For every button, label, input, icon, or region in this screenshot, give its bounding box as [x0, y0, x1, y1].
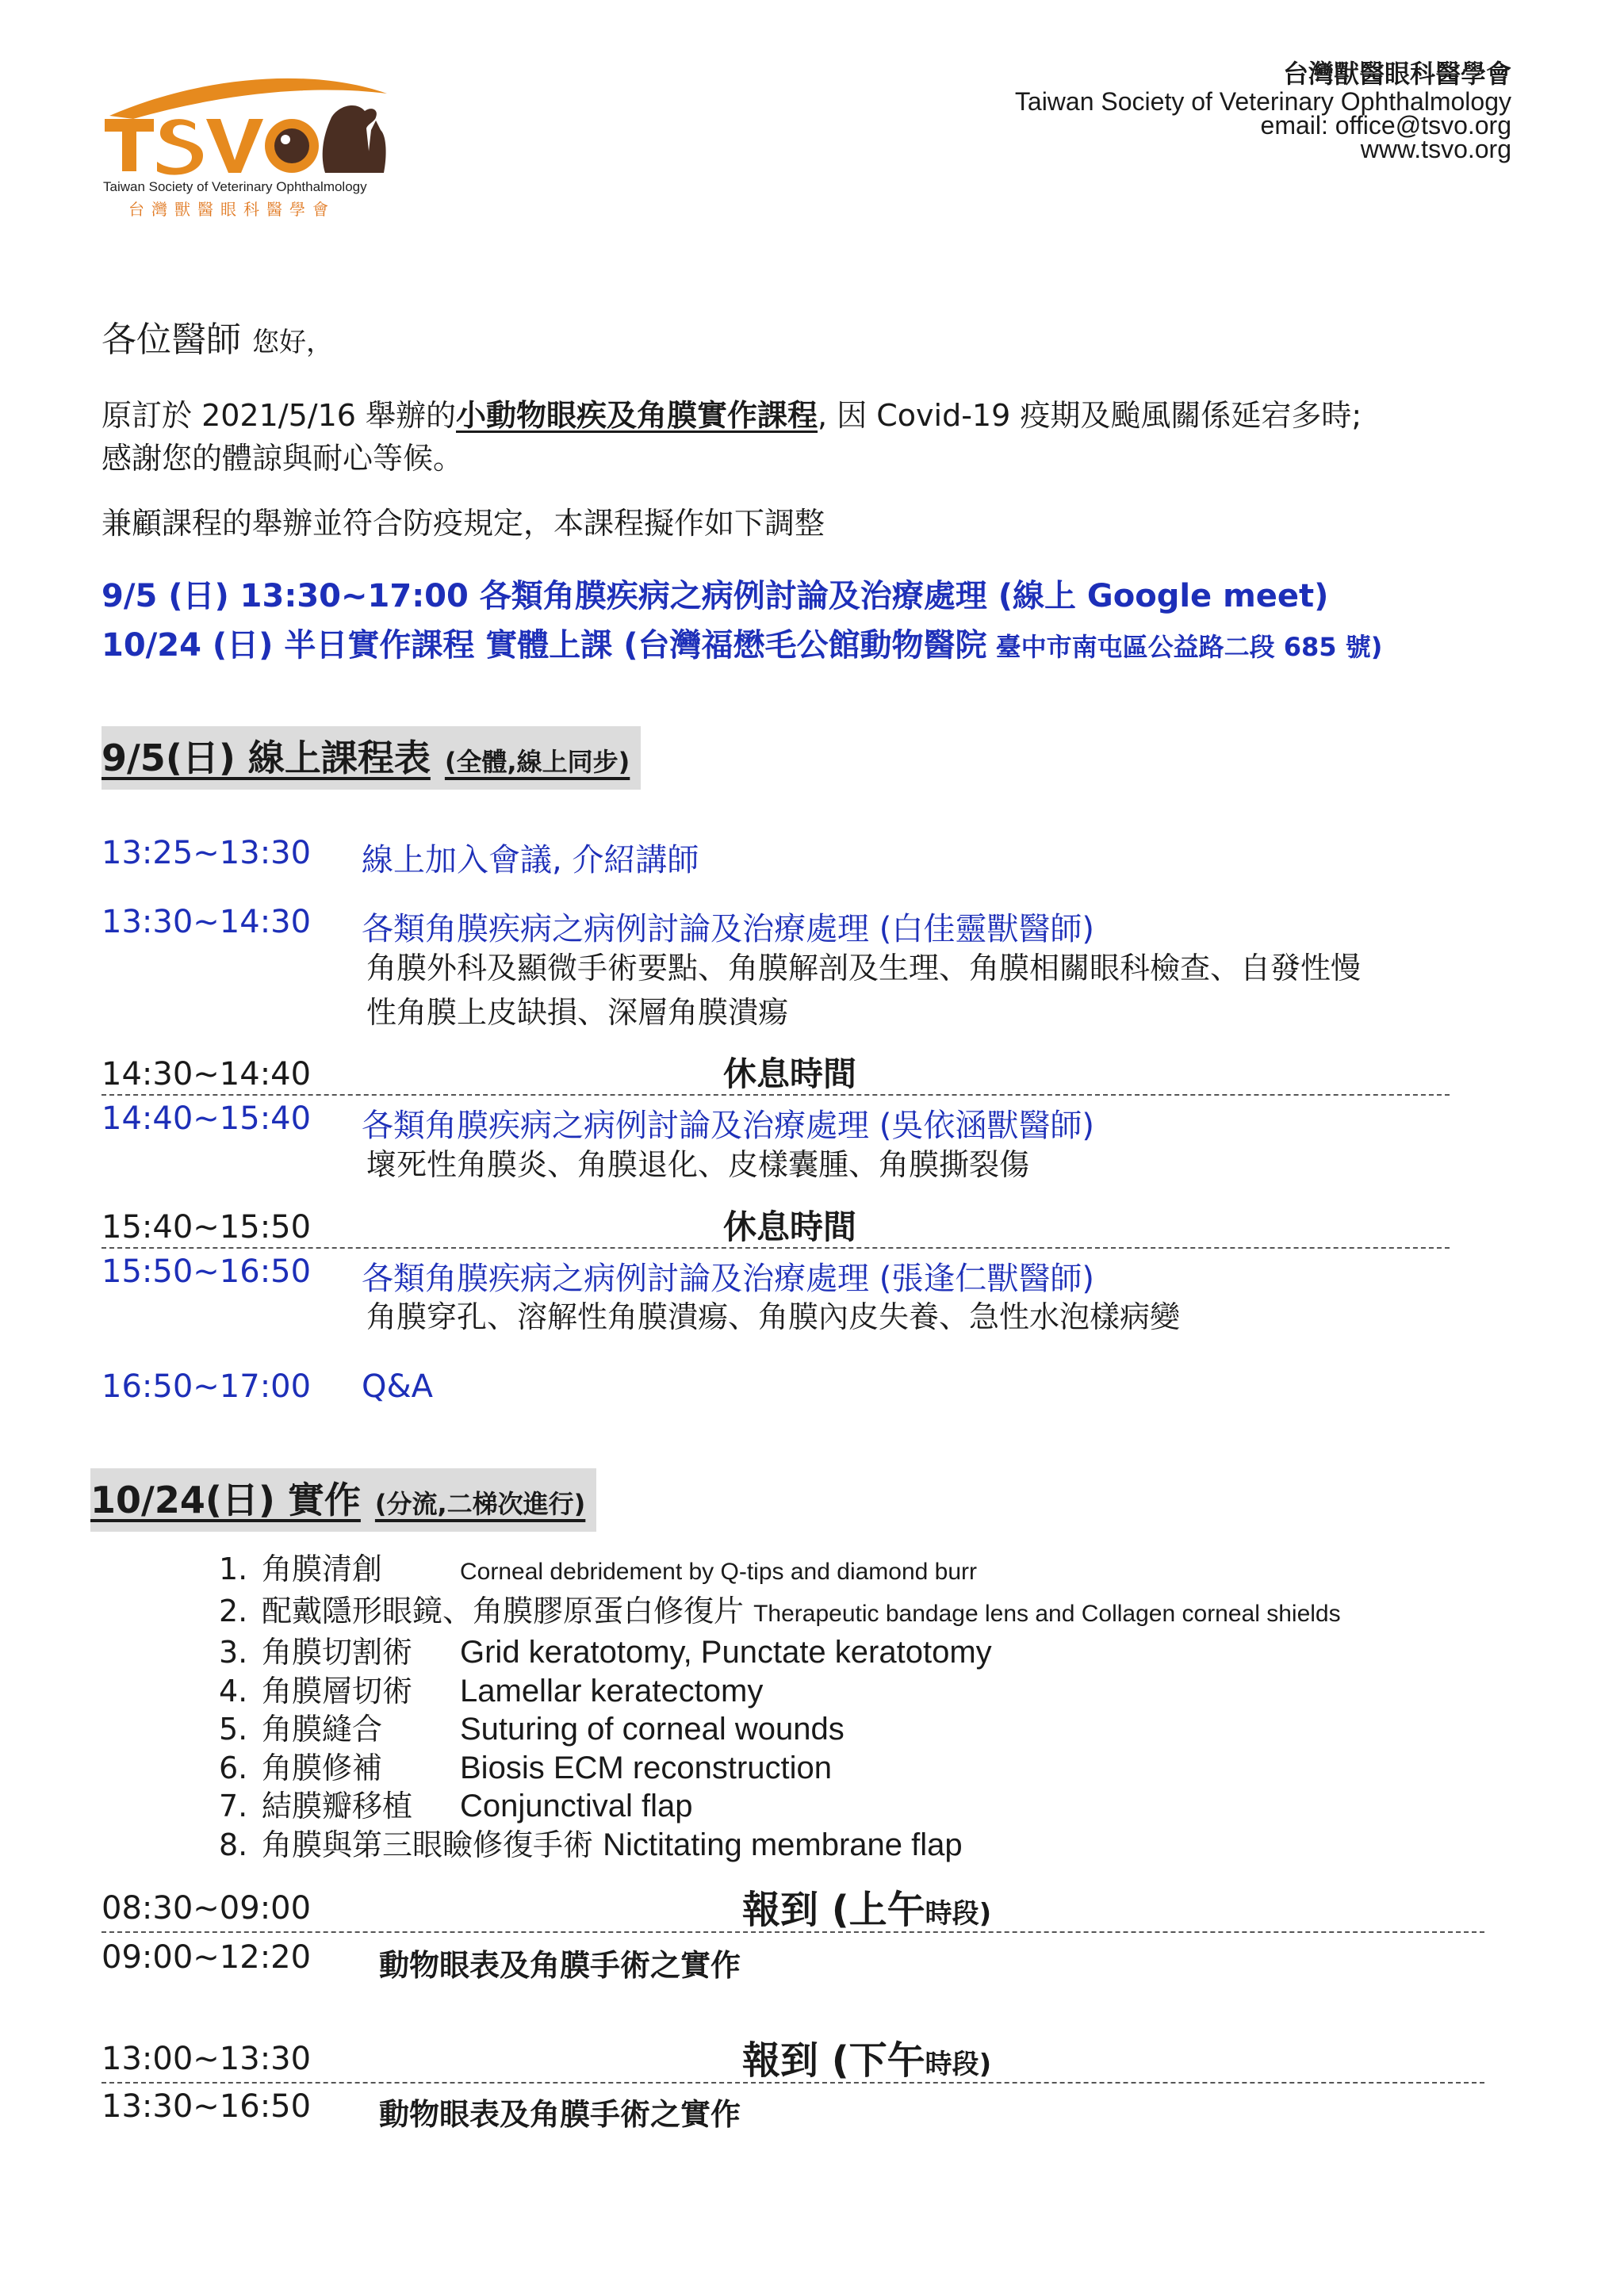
- session-time: 15:50~16:50: [102, 1253, 312, 1290]
- course-name: 小動物眼疾及角膜實作課程: [456, 398, 818, 433]
- org-email[interactable]: email: office@tsvo.org: [1260, 111, 1511, 140]
- announce-address: 臺中市南屯區公益路二段 685 號): [986, 632, 1383, 662]
- list-item: [219, 1633, 1341, 1672]
- break-label: 休息時間: [723, 1207, 857, 1246]
- intro-line-3: 兼顧課程的舉辦並符合防疫規定，本課程擬作如下調整: [102, 506, 825, 541]
- item-number: 7.: [219, 1789, 248, 1823]
- item-en: Conjunctival flap: [460, 1789, 693, 1823]
- practical-list: [219, 1550, 1341, 1864]
- session-time: 13:30~14:30: [102, 904, 312, 940]
- session-title: 各類角膜疾病之病例討論及治療處理 (張逢仁獸醫師): [362, 1261, 1094, 1297]
- org-name-zh: 台灣獸醫眼科醫學會: [1282, 59, 1511, 88]
- break-label: 休息時間: [723, 1054, 857, 1093]
- divider: [102, 1094, 1450, 1096]
- session-topics: 性角膜上皮缺損、深層角膜潰瘍: [366, 995, 789, 1030]
- session-time: 16:50~17:00: [102, 1368, 312, 1405]
- item-number: 1.: [219, 1552, 248, 1586]
- item-number: 8.: [219, 1827, 248, 1862]
- list-item: [219, 1672, 1341, 1711]
- item-number: 5.: [219, 1712, 248, 1747]
- checkin-label-main: 報到 (下午: [742, 2038, 925, 2083]
- session-time: 13:30~16:50: [102, 2088, 312, 2125]
- session-time: 09:00~12:20: [102, 1939, 312, 1976]
- item-en: Lamellar keratectomy: [460, 1673, 764, 1709]
- item-number: 2.: [219, 1593, 248, 1628]
- item-number: 6.: [219, 1750, 248, 1785]
- session-topics: 壞死性角膜炎、角膜退化、皮樣囊腫、角膜撕裂傷: [366, 1147, 1030, 1182]
- checkin-time: 08:30~09:00: [102, 1890, 312, 1927]
- practical-section-title: [90, 1468, 596, 1532]
- announce-practical-main: 10/24 (日) 半日實作課程 實體上課 (台灣福懋毛公館動物醫院: [102, 627, 987, 664]
- divider: [102, 2082, 1484, 2084]
- item-en: Corneal debridement by Q-tips and diamond burr: [460, 1559, 978, 1585]
- session-topics: 角膜穿孔、溶解性角膜潰瘍、角膜內皮失養、急性水泡樣病變: [366, 1299, 1181, 1334]
- item-zh: 配戴隱形眼鏡、角膜膠原蛋白修復片: [262, 1593, 745, 1628]
- online-title-note: (全體,線上同步): [444, 747, 630, 777]
- checkin-label-small: 時段): [925, 1898, 992, 1930]
- session-title: 線上加入會議, 介紹講師: [362, 842, 699, 878]
- session-title: Q&A: [362, 1368, 434, 1405]
- intro-line-1: [102, 394, 1362, 437]
- practical-title-note: (分流,二梯次進行): [374, 1489, 586, 1519]
- item-en: Suturing of corneal wounds: [460, 1712, 845, 1747]
- checkin-label: [742, 1879, 991, 1934]
- session-topics: 角膜外科及顯微手術要點、角膜解剖及生理、角膜相關眼科檢查、自發性慢: [366, 951, 1362, 985]
- announce-practical: [102, 620, 1382, 665]
- item-zh: 角膜清創: [262, 1552, 383, 1586]
- session-title: 各類角膜疾病之病例討論及治療處理 (白佳靈獸醫師): [362, 911, 1094, 947]
- item-en: Grid keratotomy, Punctate keratotomy: [460, 1635, 992, 1670]
- divider: [102, 1931, 1484, 1933]
- intro-post: , 因 Covid-19 疫期及颱風關係延宕多時;: [818, 398, 1362, 433]
- greeting-main: 各位醫師: [102, 320, 241, 360]
- item-number: 4.: [219, 1673, 248, 1709]
- logo-subtitle-en: Taiwan Society of Veterinary Ophthalmology: [103, 179, 367, 194]
- session-title: 各類角膜疾病之病例討論及治療處理 (吳依涵獸醫師): [362, 1108, 1094, 1144]
- session-time: 13:25~13:30: [102, 835, 312, 871]
- item-zh: 角膜修補: [262, 1750, 383, 1785]
- break-time: 15:40~15:50: [102, 1209, 312, 1246]
- list-item: [219, 1592, 1341, 1634]
- checkin-time: 13:00~13:30: [102, 2041, 312, 2077]
- break-time: 14:30~14:40: [102, 1056, 312, 1093]
- item-en: Biosis ECM reconstruction: [460, 1750, 833, 1785]
- online-title-text: 9/5(日) 線上課程表: [102, 737, 431, 779]
- divider: [102, 1247, 1450, 1249]
- intro-line-2: 感謝您的體諒與耐心等候。: [102, 441, 464, 476]
- logo-subtitle-zh: 台灣獸醫眼科醫學會: [128, 200, 335, 219]
- item-en: Nictitating membrane flap: [603, 1827, 963, 1862]
- online-section-title: [102, 726, 641, 790]
- session-title: 動物眼表及角膜手術之實作: [379, 1948, 741, 1983]
- org-name-en: Taiwan Society of Veterinary Ophthalmology: [1014, 87, 1511, 116]
- list-item: [219, 1550, 1341, 1592]
- practical-title-text: 10/24(日) 實作: [90, 1479, 361, 1521]
- item-zh: 角膜切割術: [262, 1635, 413, 1670]
- session-time: 14:40~15:40: [102, 1100, 312, 1137]
- list-item: [219, 1826, 1341, 1865]
- list-item: [219, 1749, 1341, 1788]
- intro-pre: 原訂於 2021/5/16 舉辦的: [102, 398, 457, 433]
- list-item: [219, 1787, 1341, 1826]
- item-zh: 結膜瓣移植: [262, 1789, 413, 1823]
- session-title: 動物眼表及角膜手術之實作: [379, 2097, 741, 2132]
- item-zh: 角膜縫合: [262, 1712, 383, 1747]
- greeting: [102, 311, 333, 362]
- item-en: Therapeutic bandage lens and Collagen corneal shields: [753, 1600, 1341, 1627]
- greeting-tail: 您好，: [252, 327, 333, 358]
- checkin-label-main: 報到 (上午: [742, 1888, 925, 1932]
- org-website[interactable]: www.tsvo.org: [1360, 135, 1511, 163]
- checkin-label-small: 時段): [925, 2049, 992, 2080]
- item-number: 3.: [219, 1635, 248, 1670]
- checkin-label: [742, 2030, 991, 2084]
- list-item: [219, 1710, 1341, 1749]
- announce-online: 9/5 (日) 13:30~17:00 各類角膜疾病之病例討論及治療處理 (線上 Google meet): [102, 578, 1329, 614]
- item-zh: 角膜層切術: [262, 1673, 413, 1709]
- item-zh: 角膜與第三眼瞼修復手術: [262, 1827, 594, 1862]
